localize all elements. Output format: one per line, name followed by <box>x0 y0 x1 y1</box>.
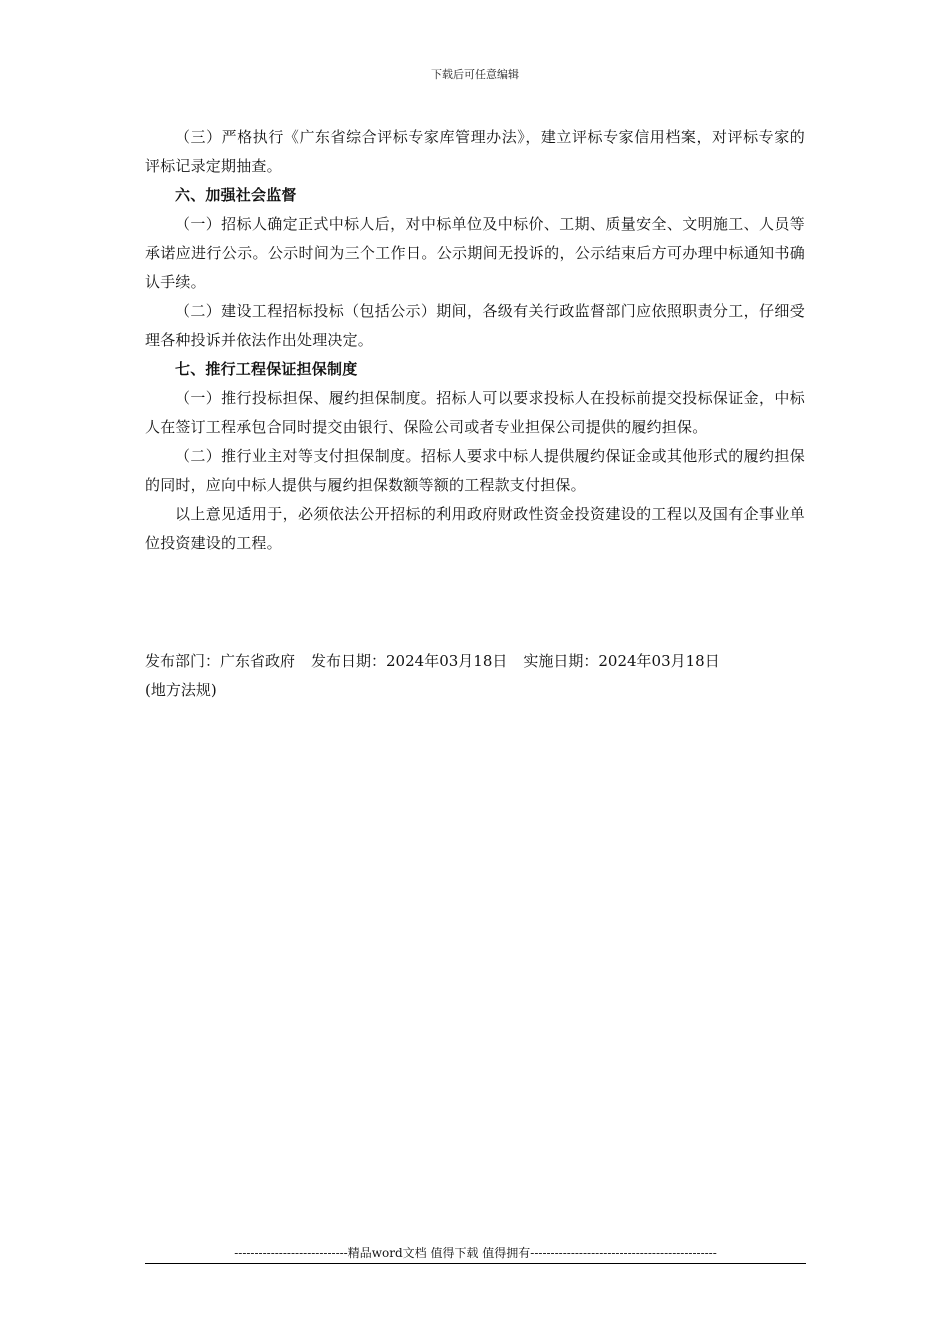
paragraph-scope: 以上意见适用于，必须依法公开招标的利用政府财政性资金投资建设的工程以及国有企事业单位投资建设的工程。 <box>145 505 805 552</box>
section-heading-6: 六、加强社会监督 <box>175 186 297 204</box>
publish-department: 发布部门：广东省政府 <box>145 652 296 670</box>
paragraph-3-expert-management: （三）严格执行《广东省综合评标专家库管理办法》，建立评标专家信用档案，对评标专家的评标记录定期抽查。 <box>145 128 805 175</box>
paragraph-7-1-bid-guarantee: （一）推行投标担保、履约担保制度。招标人可以要求投标人在投标前提交投标保证金，中标人在签订工程承包合同时提交由银行、保险公司或者专业担保公司提供的履约担保。 <box>145 389 805 436</box>
document-category: (地方法规) <box>145 681 217 699</box>
effective-date: 实施日期：2024年03月18日 <box>523 652 720 670</box>
paragraph-6-1-public-notice: （一）招标人确定正式中标人后，对中标单位及中标价、工期、质量安全、文明施工、人员等承诺应进行公示。公示时间为三个工作日。公示期间无投诉的，公示结束后方可办理中标通知书确认手续。 <box>145 215 805 291</box>
document-body <box>145 123 805 558</box>
header-note: 下载后可任意编辑 <box>431 68 519 81</box>
paragraph-6-2-complaints: （二）建设工程招标投标（包括公示）期间，各级有关行政监督部门应依照职责分工，仔细受理各种投诉并依法作出处理决定。 <box>145 302 805 349</box>
publish-date: 发布日期：2024年03月18日 <box>311 652 508 670</box>
footer-banner: ----------------------------精品word文档 值得下载 值得拥有---------------------------------------------- <box>145 1244 806 1264</box>
publication-meta <box>145 647 805 705</box>
paragraph-7-2-payment-guarantee: （二）推行业主对等支付担保制度。招标人要求中标人提供履约保证金或其他形式的履约担保的同时，应向中标人提供与履约担保数额等额的工程款支付担保。 <box>145 447 805 494</box>
section-heading-7: 七、推行工程保证担保制度 <box>175 360 358 378</box>
